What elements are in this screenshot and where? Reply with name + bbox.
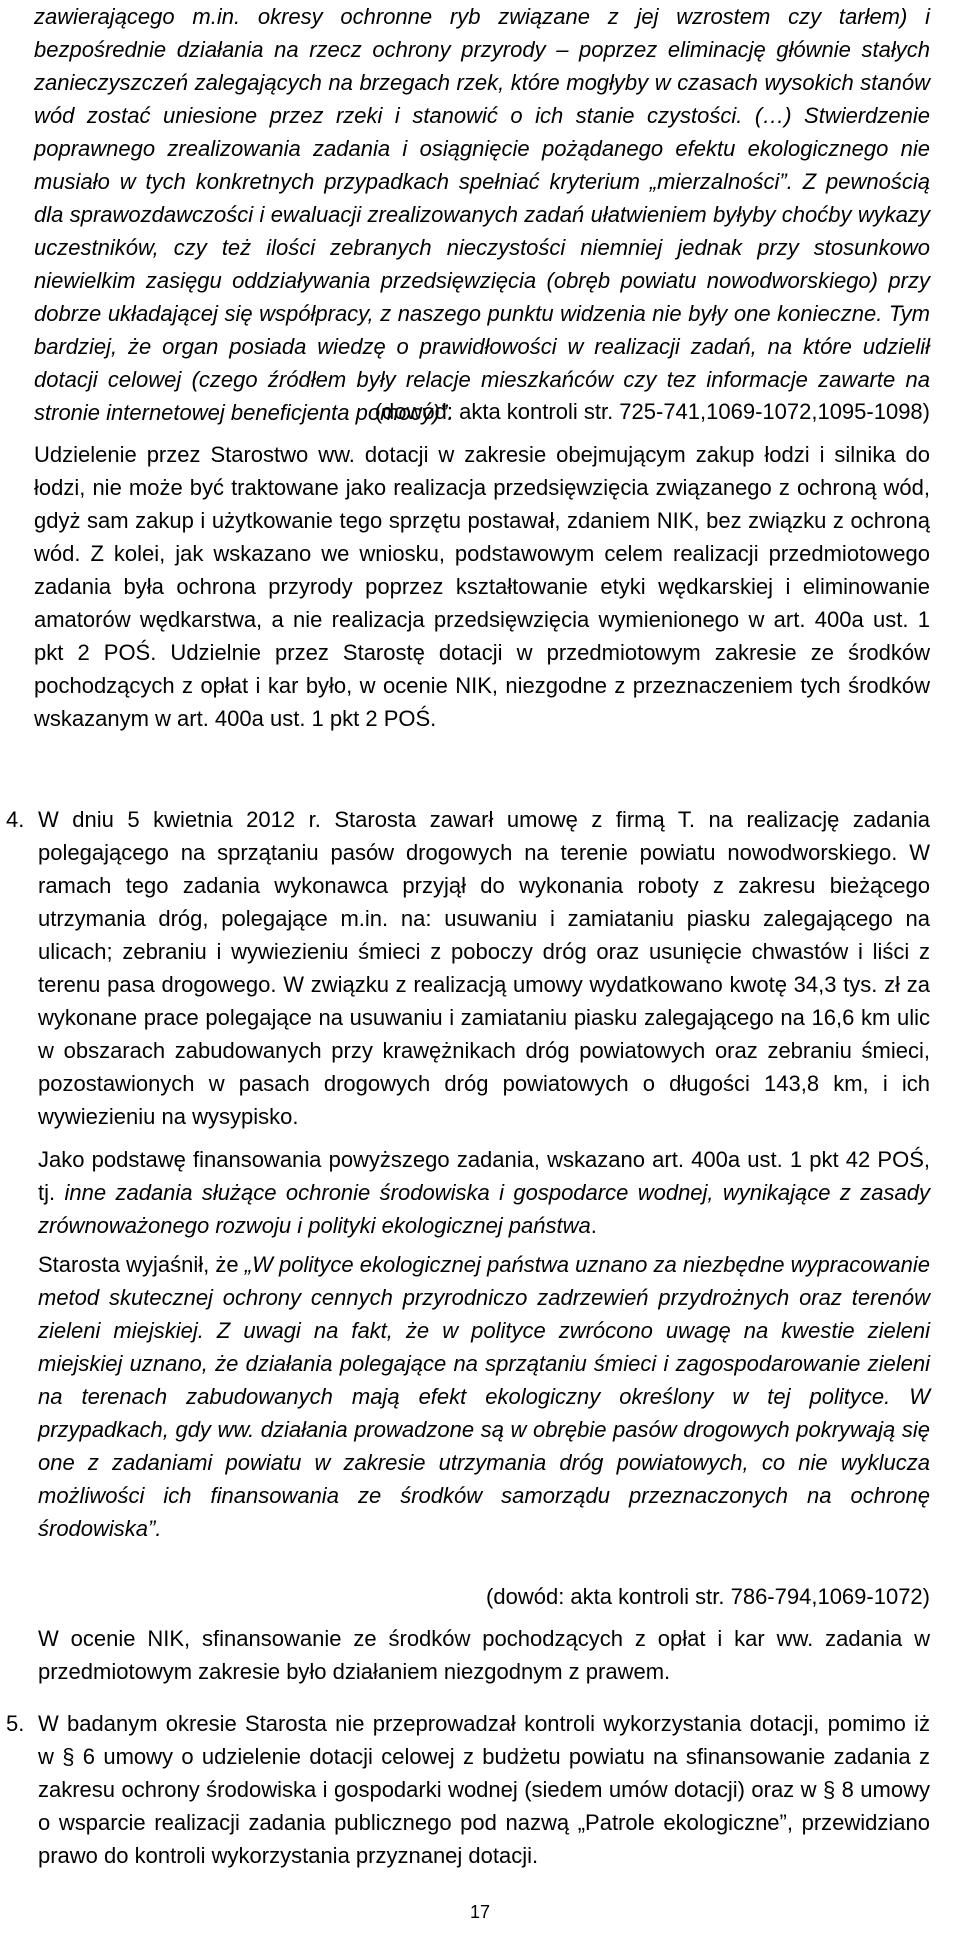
financing-basis-quote: inne zadania służące ochronie środowiska i gospodarce wodnej, wynikające z zasady zrównoważonego rozwoju i polityki ekologicznej państwa	[38, 1180, 930, 1238]
financing-basis-text: Jako podstawę finansowania powyższego zadania, wskazano art. 400a ust. 1 pkt 42 POŚ, tj.	[38, 1147, 930, 1205]
item-4-paragraph: W dniu 5 kwietnia 2012 r. Starosta zawarł umowę z firmą T. na realizację zadania polegającego na sprzątaniu pasów drogowych na terenie powiatu nowodworskiego. W ramach tego zadania wykonawca przyjął do wykonania roboty z zakresu bieżącego utrzymania dróg, polegające m.in. na: usuwaniu i zamiataniu piasku zalegającego na ulicach; zebraniu i wywiezieniu śmieci z poboczy dróg oraz usunięcie chwastów i liści z terenu pasa drogowego. W związku z realizacją umowy wydatkowano kwotę 34,3 tys. zł za wykonane prace polegające na usuwaniu i zamiataniu piasku zalegającego na 16,6 km ulic w obszarach zabudowanych przy krawężnikach dróg powiatowych oraz zebraniu śmieci, pozostawionych w pasach drogowych dróg powiatowych o długości 143,8 km, i ich wywiezieniu na wysypisko.	[38, 807, 930, 1129]
starosta-intro: Starosta wyjaśnił, że	[38, 1252, 245, 1277]
page-number: 17	[469, 1902, 491, 1922]
evidence-note: (dowód: akta kontroli str. 786-794,1069-1072)	[486, 1584, 930, 1609]
list-number: 5.	[6, 1711, 25, 1736]
evidence-note: (dowód: akta kontroli str. 725-741,1069-1072,1095-1098)	[374, 399, 930, 424]
item-5-paragraph: W badanym okresie Starosta nie przeprowadzał kontroli wykorzystania dotacji, pomimo iż w § 6 umowy o udzielenie dotacji celowej z budżetu powiatu na sfinansowanie zadania z zakresu ochrony środowiska i gospodarki wodnej (siedem umów dotacji) oraz w § 8 umowy o wsparcie realizacji zadania publicznego pod nazwą „Patrole ekologiczne”, przewidziano prawo do kontroli wykorzystania przyznanej dotacji.	[38, 1711, 930, 1868]
financing-basis-end: .	[590, 1213, 597, 1238]
financing-basis-paragraph	[38, 1143, 930, 1242]
list-number: 4.	[6, 807, 25, 832]
starosta-explanation	[38, 1248, 930, 1545]
nik-conclusion: W ocenie NIK, sfinansowanie ze środków pochodzących z opłat i kar ww. zadania w przedmiotowym zakresie było działaniem niezgodnym z prawem.	[38, 1626, 930, 1684]
quote-paragraph: zawierającego m.in. okresy ochronne ryb związane z jej wzrostem czy tarłem) i bezpośrednie działania na rzecz ochrony przyrody – poprzez eliminację głównie stałych zanieczyszczeń zalegających na brzegach rzek, które mogłyby w czasach wysokich stanów wód zostać uniesione przez rzeki i stanowić o ich stanie czystości. (…) Stwierdzenie poprawnego zrealizowania zadania i osiągnięcie pożądanego efektu ekologicznego nie musiało w tych konkretnych przypadkach spełniać kryterium „mierzalności”. Z pewnością dla sprawozdawczości i ewaluacji zrealizowanych zadań ułatwieniem byłyby choćby wykazy uczestników, czy też ilości zebranych nieczystości niemniej jednak przy stosunkowo niewielkim zasięgu oddziaływania przedsięwzięcia (obręb powiatu nowodworskiego) przy dobrze układającej się współpracy, z naszego punktu widzenia nie były one konieczne. Tym bardziej, że organ posiada wiedzę o prawidłowości w realizacji zadań, na które udzielił dotacji celowej (czego źródłem były relacje mieszkańców czy tez informacje zawarte na stronie internetowej beneficjenta pomocy)”.	[34, 4, 930, 425]
paragraph-udzielenie: Udzielenie przez Starostwo ww. dotacji w zakresie obejmującym zakup łodzi i silnika do łodzi, nie może być traktowane jako realizacja przedsięwzięcia związanego z ochroną wód, gdyż sam zakup i użytkowanie tego sprzętu postawał, zdaniem NIK, bez związku z ochroną wód. Z kolei, jak wskazano we wniosku, podstawowym celem realizacji przedmiotowego zadania była ochrona przyrody poprzez kształtowanie etyki wędkarskiej i eliminowanie amatorów wędkarstwa, a nie realizacja przedsięwzięcia wymienionego w art. 400a ust. 1 pkt 2 POŚ. Udzielnie przez Starostę dotacji w przedmiotowym zakresie ze środków pochodzących z opłat i kar było, w ocenie NIK, niezgodne z przeznaczeniem tych środków wskazanym w art. 400a ust. 1 pkt 2 POŚ.	[34, 442, 930, 731]
starosta-quote: „W polityce ekologicznej państwa uznano za niezbędne wypracowanie metod skutecznej ochrony cennych przyrodniczo zadrzewień przydrożnych oraz terenów zieleni miejskiej. Z uwagi na fakt, że w polityce zwrócono uwagę na kwestie zieleni miejskiej uznano, że działania polegające na sprzątaniu śmieci i zagospodarowanie zieleni na terenach zabudowanych mają efekt ekologiczny określony w tej polityce. W przypadkach, gdy ww. działania prowadzone są w obrębie pasów drogowych pokrywają się one z zadaniami powiatu w zakresie utrzymania dróg powiatowych, co nie wyklucza możliwości ich finansowania ze środków samorządu przeznaczonych na ochronę środowiska”.	[38, 1252, 930, 1541]
